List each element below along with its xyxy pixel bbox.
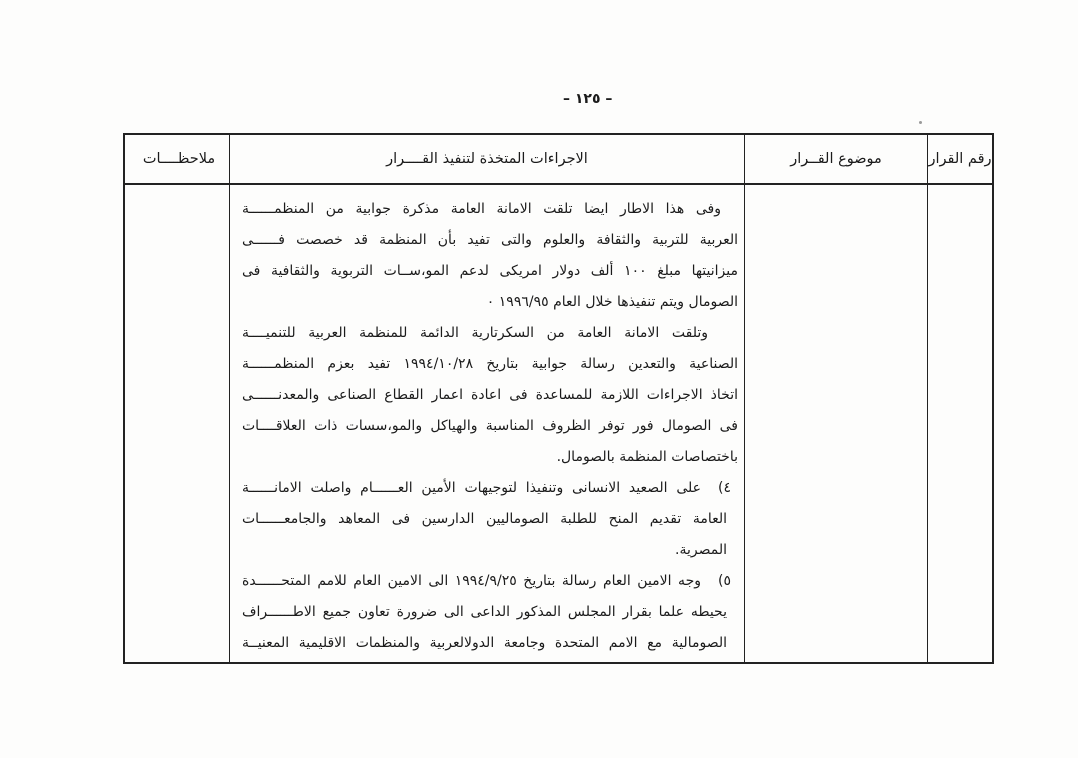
table-header-notes: ملاحظــــات	[129, 135, 230, 183]
paragraph-line: ميزانيتها مبلغ ١٠٠ ألف دولار امريكى لدعم المو،ســات التربوية والثقافية فى	[242, 263, 738, 279]
table-header-row	[125, 135, 992, 185]
cell-actions-taken	[230, 185, 745, 662]
paragraph-line: الصومال ويتم تنفيذها خلال العام ١٩٩٦/٩٥ ٠	[486, 294, 738, 310]
paragraph-line: المصرية.	[675, 542, 727, 558]
paragraph-line: الصومالية مع الامم المتحدة وجامعة الدولالعربية والمنظمات الاقليمية المعنيــة	[242, 635, 727, 651]
numbered-item-4	[242, 473, 731, 566]
item-5-marker: ٥)	[718, 573, 731, 589]
paragraph-line: العامة تقديم المنح للطلبة الصوماليين الدارسين فى المعاهد والجامعــــــات	[242, 511, 727, 527]
numbered-item-5	[242, 566, 731, 659]
paragraph-line: باختصاصات المنظمة بالصومال.	[556, 449, 738, 465]
paragraph-line: وفى هذا الاطار ايضا تلقت الامانة العامة مذكرة جوابية من المنظمــــــة	[242, 201, 721, 217]
paragraph-line: اتخاذ الاجراءات اللازمة للمساعدة فى اعادة اعمار القطاع الصناعى والمعدنــــــى	[242, 387, 738, 403]
paragraph-1	[242, 194, 738, 318]
paragraph-line: وتلقت الامانة العامة من السكرتارية الدائمة للمنظمة العربية للتنميــــة	[242, 325, 708, 341]
decisions-table	[123, 133, 994, 664]
actions-text-block	[230, 185, 744, 659]
paragraph-line: وجه الامين العام رسالة بتاريخ ١٩٩٤/٩/٢٥ الى الامين العام للامم المتحــــــدة	[242, 573, 701, 589]
paragraph-line: فى الصومال فور توفر الظروف المناسبة والهياكل والمو،سسات ذات العلاقــــات	[242, 418, 738, 434]
table-header-decision-subject: موضوع القــرار	[745, 135, 928, 183]
cell-decision-number-empty	[928, 185, 992, 662]
cell-notes-empty	[129, 185, 230, 662]
paragraph-2	[242, 318, 738, 473]
scan-artifact	[919, 121, 922, 124]
page-number: – ١٢٥ –	[563, 91, 613, 107]
paragraph-line: الصناعية والتعدين رسالة جوابية بتاريخ ١٩٩٤/١٠/٢٨ تفيد بعزم المنظمــــــة	[242, 356, 738, 372]
table-header-actions-taken: الاجراءات المتخذة لتنفيذ القــــرار	[230, 135, 745, 183]
item-4-marker: ٤)	[718, 480, 731, 496]
table-body-row	[125, 185, 992, 662]
paragraph-line: العربية للتربية والثقافة والعلوم والتى تفيد بأن المنظمة قد خصصت فــــــى	[242, 232, 738, 248]
table-header-decision-number: رقم القرار	[928, 151, 992, 167]
cell-decision-subject-empty	[745, 185, 928, 662]
paragraph-line: على الصعيد الانسانى وتنفيذا لتوجيهات الأمين العــــــام واصلت الامانــــــة	[242, 480, 701, 496]
paragraph-line: يحيطه علما بقرار المجلس المذكور الداعى الى ضرورة تعاون جميع الاطــــــراف	[242, 604, 727, 620]
